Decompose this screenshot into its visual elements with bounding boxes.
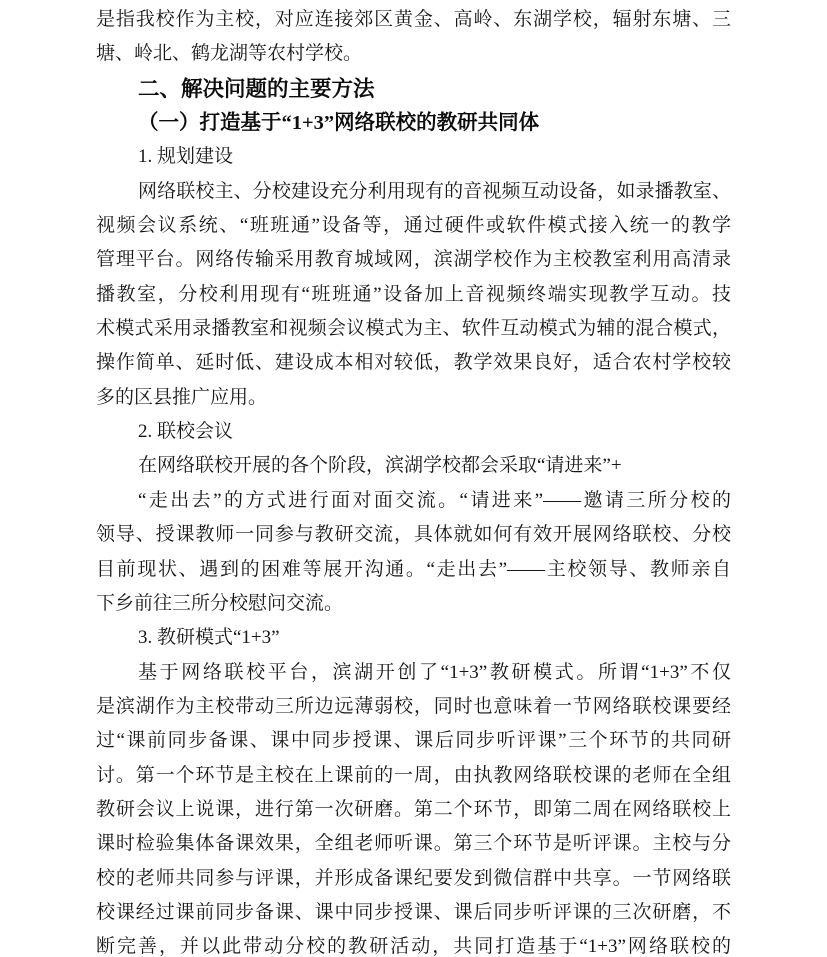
document-line: 讨。第一个环节是主校在上课前的一周，由执教网络联校课的老师在全组 <box>96 764 731 786</box>
section-heading: 二、解决问题的主要方法 <box>138 76 375 101</box>
document-line: 是滨湖作为主校带动三所边远薄弱校，同时也意味着一节网络联校课要经 <box>96 695 731 717</box>
document-line: 播教室，分校利用现有“班班通”设备加上音视频终端实现教学互动。技 <box>96 283 731 305</box>
document-line: 视频会议系统、“班班通”设备等，通过硬件或软件模式接入统一的教学 <box>96 215 731 237</box>
document-line: 教研会议上说课，进行第一次研磨。第二个环节，即第二周在网络联校上 <box>96 798 731 820</box>
sub-heading: （一）打造基于“1+3”网络联校的教研共同体 <box>138 112 540 135</box>
document-line: 操作简单、延时低、建设成本相对较低，教学效果良好，适合农村学校较 <box>96 352 731 374</box>
document-line: 下乡前往三所分校慰问交流。 <box>96 592 344 614</box>
document-line: 目前现状、遇到的困难等展开沟通。“走出去”——主校领导、教师亲自 <box>96 558 731 580</box>
document-line: 是指我校作为主校，对应连接郊区黄金、高岭、东湖学校，辐射东塘、三 <box>96 9 731 30</box>
document-line: 网络联校主、分校建设充分利用现有的音视频互动设备，如录播教室、 <box>138 180 731 202</box>
document-line: 在网络联校开展的各个阶段，滨湖学校都会采取“请进来”+ <box>138 455 622 477</box>
document-line: 3. 教研模式“1+3” <box>138 627 280 649</box>
document-line: 过“课前同步备课、课中同步授课、课后同步听评课”三个环节的共同研 <box>96 730 731 752</box>
document-line: 管理平台。网络传输采用教育城域网，滨湖学校作为主校教室利用高清录 <box>96 249 731 271</box>
document-body <box>96 3 731 957</box>
document-line: 校的老师共同参与评课，并形成备课纪要发到微信群中共享。一节网络联 <box>96 867 731 889</box>
document-line: 术模式采用录播教室和视频会议模式为主、软件互动模式为辅的混合模式， <box>96 318 731 340</box>
document-line: 多的区县推广应用。 <box>96 386 268 408</box>
document-line: 课时检验集体备课效果，全组老师听课。第三个环节是听评课。主校与分 <box>96 833 731 855</box>
document-line: 领导、授课教师一同参与教研交流，具体就如何有效开展网络联校、分校 <box>96 524 731 546</box>
document-line: 校课经过课前同步备课、课中同步授课、课后同步听评课的三次研磨，不 <box>96 901 731 923</box>
document-line: 塘、岭北、鹤龙湖等农村学校。 <box>96 43 363 65</box>
document-line: 基于网络联校平台，滨湖开创了“1+3”教研模式。所谓“1+3”不仅 <box>138 661 731 683</box>
document-line: “走出去”的方式进行面对面交流。“请进来”——邀请三所分校的 <box>138 489 731 511</box>
document-line: 断完善，并以此带动分校的教研活动，共同打造基于“1+3”网络联校的 <box>96 936 731 957</box>
document-line: 2. 联校会议 <box>138 421 234 443</box>
document-line: 1. 规划建设 <box>138 146 234 168</box>
